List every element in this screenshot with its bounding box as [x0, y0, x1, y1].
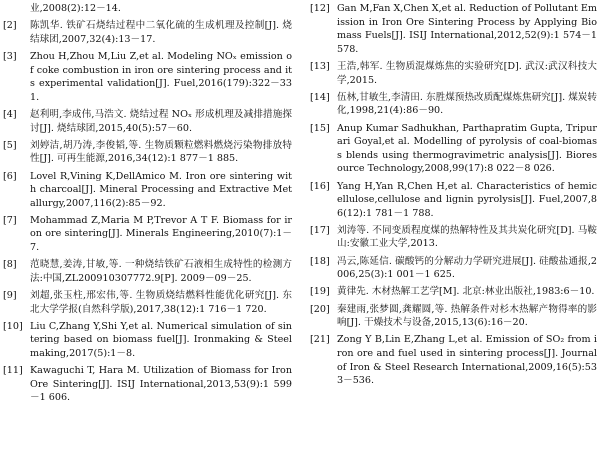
reference-text: 秦建雨,张梦圆,龚耀圆,等. 热解条件对杉木热解产物得率的影响[J]. 干燥技术与设备,2015,13(6):16－20.	[337, 303, 597, 329]
reference-number: [7]	[3, 214, 17, 226]
reference-item	[309, 333, 597, 387]
reference-number: [5]	[3, 139, 17, 151]
reference-item	[2, 19, 292, 46]
reference-text: 王浩,韩军. 生物质混煤炼焦的实验研究[D]. 武汉:武汉科技大学,2015.	[337, 60, 597, 86]
right-column	[309, 2, 597, 391]
reference-number: [19]	[310, 286, 330, 298]
reference-number: [3]	[3, 50, 17, 62]
reference-text: 刘涛等. 不同变质程度煤的热解特性及其共炭化研究[D]. 马鞍山:安徽工业大学,2013.	[337, 224, 597, 250]
reference-number: [8]	[3, 259, 17, 271]
reference-item	[2, 364, 292, 405]
reference-number: [4]	[3, 108, 17, 120]
reference-item	[309, 285, 597, 299]
reference-item	[2, 320, 292, 361]
reference-number: [12]	[310, 3, 330, 14]
reference-number: [2]	[3, 20, 17, 32]
reference-item	[309, 122, 597, 176]
reference-text: 刘婷洁,胡乃涛,李俊韬,等. 生物质颗粒燃料燃烧污染物排放特性[J]. 可再生能源,2016,34(12):1 877－1 885.	[30, 139, 292, 165]
reference-number: [15]	[310, 122, 330, 134]
reference-item	[309, 91, 597, 118]
reference-item	[2, 50, 292, 104]
reference-text: Gan M,Fan X,Chen X,et al. Reduction of Pollutant Emission in Iron Ore Sintering Process by Applying Biomass Fuels[J]. ISIJ International,2012,52(9):1 574－1 578.	[337, 3, 597, 55]
reference-item	[2, 289, 292, 316]
reference-text: Anup Kumar Sadhukhan, Parthapratim Gupta, Tripurari Goyal,et al. Modelling of pyrolysis of coal-biomass blends using thermogravimetric analysis[J]. Bioresource Technology,2008,99(17):8 022－8 026.	[337, 122, 597, 175]
reference-number: [10]	[3, 320, 23, 332]
reference-text: 业,2008(2):12－14.	[30, 3, 121, 14]
reference-item	[309, 180, 597, 221]
reference-text: Lovel R,Vining K,DellAmico M. Iron ore sintering with charcoal[J]. Mineral Processing and Extractive Metallurgy,2007,116(2):85－92.	[30, 170, 292, 209]
reference-item	[2, 170, 292, 211]
reference-item	[2, 139, 292, 166]
reference-item	[2, 214, 292, 255]
reference-text: 范晓慧,姜涛,甘敏,等. 一种烧结铁矿石液相生成特性的检测方法:中国,ZL200910307772.9[P]. 2009－09－25.	[30, 259, 292, 284]
reference-number: [20]	[310, 303, 330, 315]
reference-number: [16]	[310, 180, 330, 192]
reference-number: [13]	[310, 60, 330, 72]
reference-text: Zhou H,Zhou M,Liu Z,et al. Modeling NOₓ emission of coke combustion in iron ore sintering process and its experimental validation[J]. Fuel,2016(179):322－331.	[30, 50, 292, 103]
reference-item	[309, 303, 597, 330]
reference-text: 伍林,甘敏生,李清田. 东胜煤预热改质配煤炼焦研究[J]. 煤炭转化,1998,21(4):86－90.	[337, 91, 597, 117]
reference-item	[309, 255, 597, 282]
reference-text: Zong Y B,Lin E,Zhang L,et al. Emission of SO₂ from iron ore and fuel used in sintering process[J]. Journal of Iron & Steel Research International,2009,16(5):533－536.	[337, 334, 597, 387]
reference-item	[2, 108, 292, 135]
reference-number: [17]	[310, 224, 330, 236]
reference-item	[2, 2, 292, 16]
reference-item	[309, 224, 597, 251]
reference-text: Yang H,Yan R,Chen H,et al. Characteristics of hemicellulose,cellulose and lignin pyrolysis[J]. Fuel,2007,86(12):1 781－1 788.	[337, 180, 597, 219]
reference-text: 冯云,陈延信. 碳酸钙的分解动力学研究进展[J]. 硅酸盐通报,2006,25(3):1 001－1 625.	[337, 255, 597, 281]
reference-text: Liu C,Zhang Y,Shi Y,et al. Numerical simulation of sintering based on biomass fuel[J]. Ironmaking & Steelmaking,2017(5):1－8.	[30, 320, 292, 359]
reference-item	[2, 258, 292, 285]
reference-number: [6]	[3, 170, 17, 182]
reference-number: [18]	[310, 255, 330, 267]
reference-text: 刘超,张玉柱,邢宏伟,等. 生物质烧结燃料性能优化研究[J]. 东北大学学报(自然科学版),2017,38(12):1 716－1 720.	[30, 290, 292, 315]
left-column	[2, 2, 292, 409]
reference-text: Kawaguchi T, Hara M. Utilization of Biomass for Iron Ore Sintering[J]. ISIJ International,2013,53(9):1 599－1 606.	[30, 365, 292, 404]
reference-number: [21]	[310, 334, 330, 346]
reference-text: 黄律先. 木材热解工艺学[M]. 北京:林业出版社,1983:6－10.	[337, 286, 595, 298]
reference-item	[309, 60, 597, 87]
reference-text: 陈凯华. 铁矿石烧结过程中二氧化硫的生成机理及控制[J]. 烧结球团,2007,32(4):13－17.	[30, 20, 292, 45]
reference-number: [9]	[3, 290, 17, 302]
reference-text: Mohammad Z,Maria M P,Trevor A T F. Biomass for iron ore sintering[J]. Minerals Engineering,2010(7):1－7.	[30, 214, 292, 254]
reference-number: [14]	[310, 91, 330, 103]
reference-text: 赵利明,李成伟,马浩文. 烧结过程 NOₓ 形成机理及减排措施探讨[J]. 烧结球团,2015,40(5):57－60.	[30, 108, 292, 134]
reference-item	[309, 2, 597, 56]
reference-number: [11]	[3, 365, 23, 377]
